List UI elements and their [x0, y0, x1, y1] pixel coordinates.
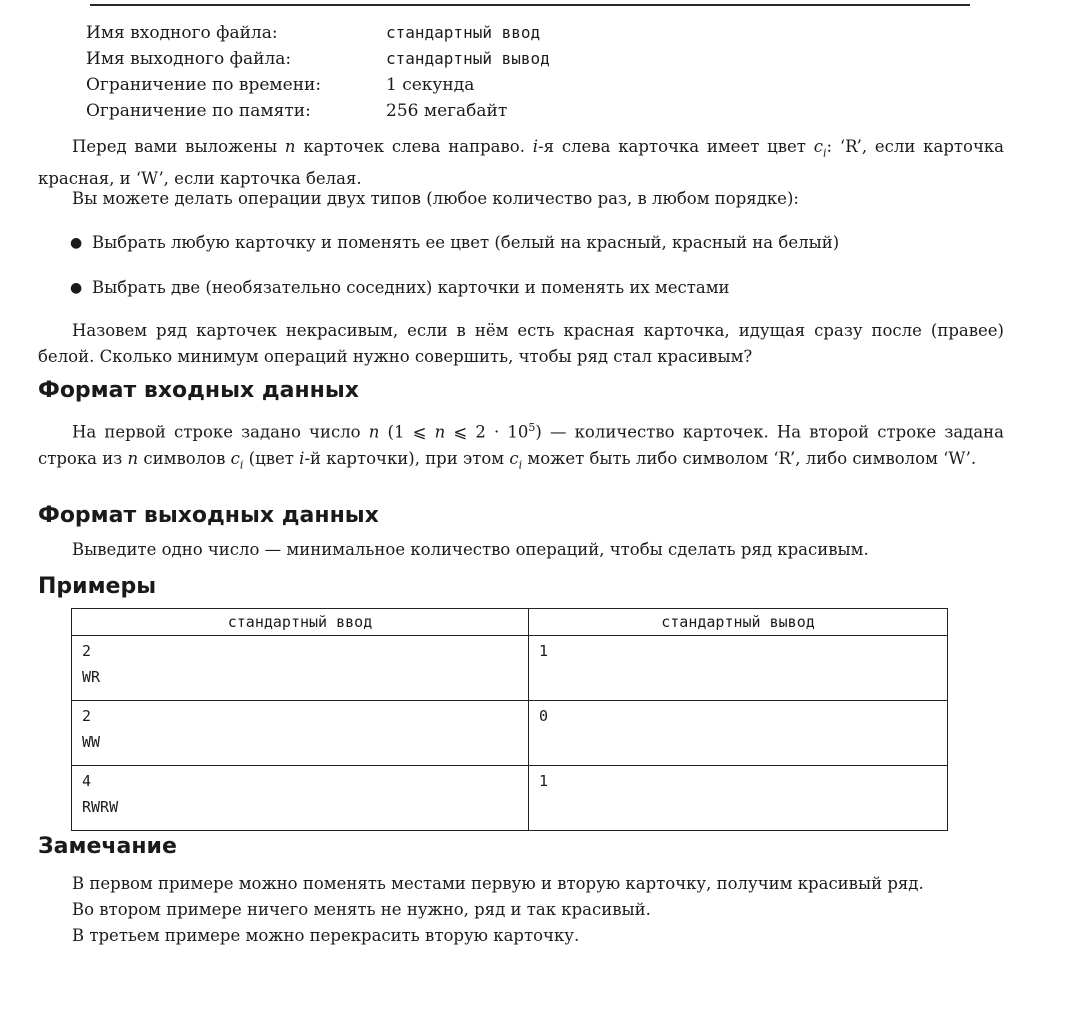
limits-table	[86, 20, 550, 124]
limits-row	[86, 46, 550, 72]
limits-row	[86, 20, 550, 46]
example-input-line: WW	[82, 733, 101, 751]
note-heading: Замечание	[38, 834, 177, 859]
column-header-input: стандартный ввод	[72, 609, 529, 636]
bullet-item	[70, 275, 730, 301]
text: На первой строке задано число	[72, 422, 369, 442]
examples-table	[71, 608, 948, 831]
cropped-title-rule	[90, 0, 970, 6]
limits-value: стандартный вывод	[386, 49, 550, 68]
example-output-cell	[529, 701, 948, 766]
input-format-text	[38, 415, 1004, 478]
var-i: i	[532, 137, 539, 156]
limits-key: Имя входного файла:	[86, 23, 278, 43]
output-format-text: Выведите одно число — минимальное количество операций, чтобы сделать ряд красивым.	[72, 540, 869, 559]
bullet-dot-icon: ●	[70, 235, 83, 251]
var-c-subscript: i	[822, 146, 827, 160]
text: -я слева карточка имеет цвет	[538, 137, 814, 156]
table-row	[72, 701, 948, 766]
text: символов	[138, 448, 231, 468]
example-input-line: RWRW	[82, 798, 119, 816]
example-input-cell	[72, 636, 529, 701]
examples-header-row	[72, 609, 948, 636]
var-c-subscript: i	[239, 457, 244, 471]
var-c-subscript: i	[518, 457, 523, 471]
limits-value: стандартный ввод	[386, 23, 541, 42]
text: карточек слева направо.	[295, 137, 533, 156]
text: Перед вами выложены	[72, 137, 285, 156]
bullet-dot-icon: ●	[70, 280, 83, 296]
var-n: n	[284, 137, 296, 156]
example-input-line: 2	[82, 707, 92, 725]
text: ) — количество карточек. На второй строке задана строка из	[38, 422, 1005, 468]
example-output-line: 1	[539, 642, 549, 660]
example-input-line: 2	[82, 642, 92, 660]
bullet-text: Выбрать любую карточку и поменять ее цвет (белый на красный, красный на белый)	[92, 233, 840, 252]
var-i: i	[299, 448, 305, 468]
text: ⩽ 2 · 10	[445, 422, 529, 442]
bullet-item	[70, 230, 839, 256]
table-row	[72, 766, 948, 831]
exponent: 5	[528, 421, 536, 434]
var-n: n	[127, 448, 139, 468]
limits-row	[86, 98, 550, 124]
limits-row	[86, 72, 550, 98]
input-format-heading: Формат входных данных	[38, 378, 359, 403]
example-input-line: 4	[82, 772, 92, 790]
var-c: c	[509, 448, 519, 468]
bullet-text: Выбрать две (необязательно соседних) карточки и поменять их местами	[92, 278, 730, 297]
var-n: n	[434, 422, 446, 442]
output-format-heading: Формат выходных данных	[38, 503, 379, 528]
statement-paragraph-2: Вы можете делать операции двух типов (любое количество раз, в любом порядке):	[72, 189, 799, 208]
text: (цвет	[243, 448, 300, 468]
limits-value: 256 мегабайт	[386, 101, 508, 121]
text: : ‘R’, если карточка красная, и ‘W’, если карточка белая.	[38, 137, 1005, 189]
table-row	[72, 636, 948, 701]
limits-key: Ограничение по памяти:	[86, 101, 311, 121]
note-line: В первом примере можно поменять местами первую и вторую карточку, получим красивый ряд.	[72, 874, 924, 893]
statement-paragraph-3: Назовем ряд карточек некрасивым, если в нём есть красная карточка, идущая сразу после (правее) белой. Сколько минимум операций нужно совершить, чтобы ряд стал красивым?	[38, 321, 1004, 366]
limits-value: 1 секунда	[386, 75, 475, 95]
limits-key: Имя выходного файла:	[86, 49, 292, 69]
note-line: Во втором примере ничего менять не нужно, ряд и так красивый.	[72, 900, 651, 919]
text: (1 ⩽	[379, 422, 435, 442]
example-output-line: 0	[539, 707, 549, 725]
var-n: n	[368, 422, 380, 442]
limits-key: Ограничение по времени:	[86, 75, 322, 95]
examples-heading: Примеры	[38, 574, 157, 599]
text: -й карточки), при этом	[304, 448, 510, 468]
text: может быть либо символом ‘R’, либо символом ‘W’.	[522, 448, 977, 468]
example-input-cell	[72, 766, 529, 831]
example-input-cell	[72, 701, 529, 766]
example-output-line: 1	[539, 772, 549, 790]
var-c: c	[813, 137, 823, 156]
cropped-title-strip	[0, 0, 1080, 14]
var-c: c	[230, 448, 240, 468]
note-line: В третьем примере можно перекрасить вторую карточку.	[72, 926, 580, 945]
statement-paragraph-1	[38, 134, 1004, 192]
example-output-cell	[529, 766, 948, 831]
column-header-output: стандартный вывод	[529, 609, 948, 636]
example-output-cell	[529, 636, 948, 701]
example-input-line: WR	[82, 668, 101, 686]
